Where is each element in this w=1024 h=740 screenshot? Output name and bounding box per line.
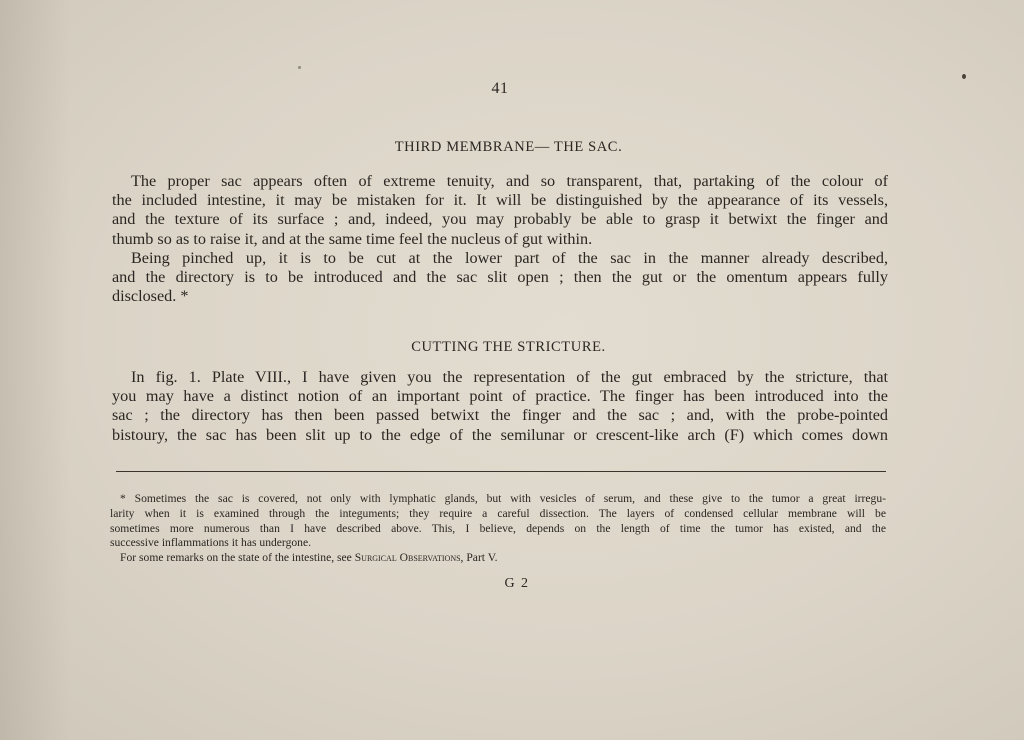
text-line: thumb so as to raise it, and at the same time feel the nucleus of gut within.: [112, 229, 593, 248]
footnote-line: * Sometimes the sac is covered, not only with lymphatic glands, but with vesicles of serum, and these give to the tumor a great irregu-: [120, 492, 886, 505]
remark-reference: Surgical Observations,: [354, 551, 464, 565]
footnote: [110, 492, 886, 566]
text-line: you may have a distinct notion of an important point of practice. The finger has been introduced into the: [112, 387, 888, 406]
text-line: the included intestine, it may be mistaken for it. It will be distinguished by the appearance of its vessels,: [112, 191, 888, 210]
text-line: The proper sac appears often of extreme tenuity, and so transparent, that, partaking of the colour of: [131, 172, 888, 190]
paragraph-sac: [112, 172, 888, 306]
remark-prefix: For some remarks on the state of the intestine, see: [120, 551, 355, 565]
text-line: bistoury, the sac has been slit up to the edge of the semilunar or crescent-like arch (F) which comes down: [112, 425, 888, 444]
gutter-shadow: [0, 0, 70, 740]
ink-speck: [298, 66, 301, 69]
text-line: disclosed. *: [112, 287, 189, 306]
text-line: In fig. 1. Plate VIII., I have given you the representation of the gut embraced by the stricture, that: [131, 368, 888, 386]
section-heading-sac: THIRD MEMBRANE— THE SAC.: [394, 139, 623, 155]
text-line: Being pinched up, it is to be cut at the lower part of the sac in the manner already described,: [131, 248, 888, 267]
ink-speck: [962, 74, 966, 79]
footnote-line: successive inflammations it has undergone.: [110, 536, 312, 550]
page-number: 41: [491, 80, 509, 97]
section-heading-stricture: CUTTING THE STRICTURE.: [411, 339, 606, 355]
text-line: and the texture of its surface ; and, indeed, you may probably be able to grasp it betwixt the finger and: [112, 210, 888, 229]
footnote-divider: [116, 471, 886, 472]
footnote-line: larity when it is examined through the integuments; they require a careful dissection. The layers of condensed cellular membrane will be: [110, 506, 886, 520]
signature-mark: G 2: [504, 576, 530, 591]
footnote-remark: [110, 551, 886, 566]
remark-suffix: Part V.: [463, 551, 498, 565]
text-line: and the directory is to be introduced and the sac slit open ; then the gut or the omentum appears fully: [112, 268, 888, 287]
paragraph-stricture: [112, 368, 888, 445]
footnote-line: sometimes more numerous than I have described above. This, I believe, depends on the length of time the tumor has existed, and the: [110, 521, 886, 535]
text-line: sac ; the directory has then been passed betwixt the finger and the sac ; and, with the probe-pointed: [112, 406, 888, 425]
